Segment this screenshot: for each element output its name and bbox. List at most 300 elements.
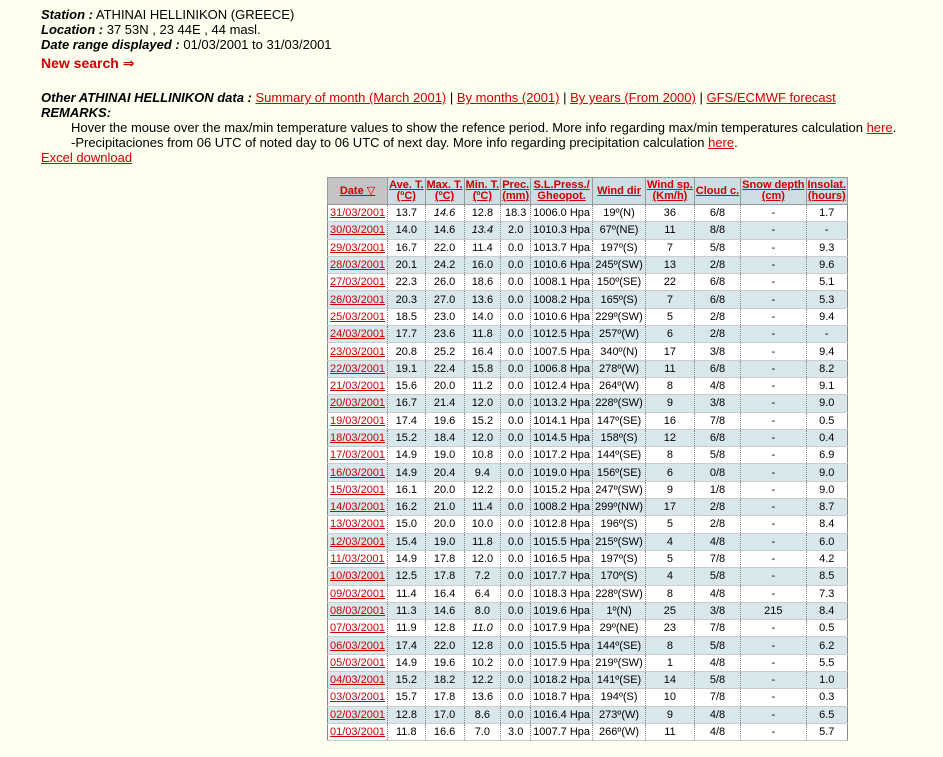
remarks-label: REMARKS:: [41, 105, 112, 120]
cell-cloud-cover: 2/8: [694, 326, 740, 343]
table-row: [328, 291, 848, 308]
cell-ave-temp: 15.6: [388, 377, 425, 394]
cell-snow-depth: -: [741, 689, 806, 706]
cell-snow-depth: -: [741, 395, 806, 412]
cell-wind-dir: 194º(S): [593, 689, 646, 706]
cell-min-temp[interactable]: 8.0: [464, 602, 501, 619]
summary-of-month-link[interactable]: Summary of month (March 2001): [255, 90, 447, 105]
cell-insolation: 5.3: [806, 291, 848, 308]
cell-precipitation: 0.0: [501, 689, 531, 706]
cell-ave-temp: 14.9: [388, 447, 425, 464]
date-link[interactable]: 27/03/2001: [330, 276, 386, 289]
cell-min-temp[interactable]: 10.0: [464, 516, 501, 533]
cell-min-temp[interactable]: 15.2: [464, 412, 501, 429]
cell-precipitation: 0.0: [501, 343, 531, 360]
cell-precipitation: 0.0: [501, 585, 531, 602]
cell-max-temp[interactable]: 17.8: [425, 689, 464, 706]
date-link[interactable]: 15/03/2001: [330, 483, 386, 496]
cell-precipitation: 0.0: [501, 239, 531, 256]
date-link[interactable]: 05/03/2001: [330, 656, 386, 669]
cell-wind-speed: 16: [646, 412, 695, 429]
cell-min-temp[interactable]: 10.2: [464, 654, 501, 671]
cell-cloud-cover: 6/8: [694, 291, 740, 308]
cell-pressure: 1019.0 Hpa: [531, 464, 593, 481]
cell-wind-speed: 36: [646, 205, 695, 222]
table-row: [328, 723, 848, 740]
cell-wind-speed: 11: [646, 360, 695, 377]
cell-wind-dir: 1º(N): [593, 602, 646, 619]
cell-wind-speed: 8: [646, 377, 695, 394]
cell-insolation: -: [806, 326, 848, 343]
cell-wind-dir: 158º(S): [593, 429, 646, 446]
cell-ave-temp: 18.5: [388, 308, 425, 325]
cell-max-temp[interactable]: 21.0: [425, 499, 464, 516]
cell-wind-speed: 8: [646, 447, 695, 464]
column-header-max-temp[interactable]: Max. T. (ºC): [425, 178, 464, 205]
cell-snow-depth: -: [741, 360, 806, 377]
cell-pressure: 1018.3 Hpa: [531, 585, 593, 602]
remark-line-1: Hover the mouse over the max/min temperature values to show the refence period. More info regarding max/min temperatures calculation here.: [71, 120, 897, 135]
cell-wind-dir: 144º(SE): [593, 637, 646, 654]
weather-table: [327, 177, 848, 741]
cell-snow-depth: -: [741, 412, 806, 429]
cell-date: [328, 222, 388, 239]
table-row: [328, 499, 848, 516]
date-link[interactable]: 29/03/2001: [330, 241, 386, 254]
cell-min-temp[interactable]: 12.0: [464, 395, 501, 412]
date-link[interactable]: 23/03/2001: [330, 345, 386, 358]
cell-cloud-cover: 6/8: [694, 205, 740, 222]
cell-wind-dir: 196º(S): [593, 516, 646, 533]
cell-min-temp[interactable]: 12.0: [464, 550, 501, 567]
cell-ave-temp: 14.9: [388, 464, 425, 481]
cell-wind-speed: 25: [646, 602, 695, 619]
cell-date: [328, 291, 388, 308]
cell-date: [328, 377, 388, 394]
cell-cloud-cover: 7/8: [694, 550, 740, 567]
cell-cloud-cover: 5/8: [694, 239, 740, 256]
cell-wind-speed: 4: [646, 568, 695, 585]
cell-precipitation: 0.0: [501, 637, 531, 654]
column-header-snow-depth[interactable]: Snow depth (cm): [741, 178, 806, 205]
cell-wind-speed: 7: [646, 239, 695, 256]
cell-max-temp[interactable]: 17.8: [425, 550, 464, 567]
column-header-date[interactable]: Date ▽: [328, 178, 388, 205]
cell-insolation: 9.1: [806, 377, 848, 394]
cell-cloud-cover: 4/8: [694, 377, 740, 394]
date-link[interactable]: 10/03/2001: [330, 570, 386, 583]
cell-pressure: 1014.5 Hpa: [531, 429, 593, 446]
cell-wind-speed: 10: [646, 689, 695, 706]
cell-precipitation: 0.0: [501, 377, 531, 394]
cell-insolation: 8.4: [806, 516, 848, 533]
cell-min-temp[interactable]: 12.8: [464, 205, 501, 222]
cell-wind-speed: 8: [646, 585, 695, 602]
table-row: [328, 256, 848, 273]
cell-min-temp[interactable]: 18.6: [464, 274, 501, 291]
cell-pressure: 1010.6 Hpa: [531, 256, 593, 273]
cell-cloud-cover: 0/8: [694, 464, 740, 481]
station-header: [41, 7, 332, 52]
cell-date: [328, 689, 388, 706]
cell-snow-depth: -: [741, 239, 806, 256]
cell-min-temp[interactable]: 14.0: [464, 308, 501, 325]
cell-date: [328, 602, 388, 619]
cell-min-temp[interactable]: 13.4: [464, 222, 501, 239]
cell-min-temp[interactable]: 12.2: [464, 481, 501, 498]
remark-2-text: -Precipitaciones from 06 UTC of noted day to 06 UTC of next day. More info regarding precipitation calculation: [71, 135, 705, 150]
cell-max-temp[interactable]: 18.2: [425, 672, 464, 689]
cell-max-temp[interactable]: 20.0: [425, 516, 464, 533]
date-link[interactable]: 30/03/2001: [330, 224, 386, 237]
cell-date: [328, 620, 388, 637]
date-range-line: [41, 37, 332, 52]
location-label: Location :: [41, 22, 104, 37]
cell-ave-temp: 11.4: [388, 585, 425, 602]
cell-max-temp[interactable]: 12.8: [425, 620, 464, 637]
cell-snow-depth: -: [741, 274, 806, 291]
cell-insolation: 1.7: [806, 205, 848, 222]
cell-min-temp[interactable]: 11.4: [464, 499, 501, 516]
separator: |: [699, 90, 703, 105]
other-data-section: [41, 90, 836, 120]
cell-max-temp[interactable]: 19.0: [425, 533, 464, 550]
cell-cloud-cover: 4/8: [694, 533, 740, 550]
cell-snow-depth: -: [741, 585, 806, 602]
cell-cloud-cover: 5/8: [694, 568, 740, 585]
cell-max-temp[interactable]: 14.6: [425, 205, 464, 222]
cell-date: [328, 672, 388, 689]
cell-min-temp[interactable]: 13.6: [464, 291, 501, 308]
cell-cloud-cover: 3/8: [694, 395, 740, 412]
cell-max-temp[interactable]: 22.0: [425, 239, 464, 256]
cell-insolation: 1.0: [806, 672, 848, 689]
date-link[interactable]: 11/03/2001: [330, 553, 385, 566]
cell-cloud-cover: 6/8: [694, 360, 740, 377]
column-header-min-temp[interactable]: Min. T. (ºC): [464, 178, 501, 205]
date-link[interactable]: 18/03/2001: [330, 432, 386, 444]
cell-wind-dir: 197º(S): [593, 239, 646, 256]
cell-max-temp[interactable]: 14.6: [425, 222, 464, 239]
table-row: [328, 533, 848, 550]
column-header-ave-temp[interactable]: Ave. T. (ºC): [388, 178, 425, 205]
date-link[interactable]: 07/03/2001: [330, 622, 386, 635]
cell-ave-temp: 22.3: [388, 274, 425, 291]
cell-insolation: 9.0: [806, 464, 848, 481]
cell-snow-depth: -: [741, 620, 806, 637]
cell-max-temp[interactable]: 17.0: [425, 706, 464, 723]
precip-info-link[interactable]: here: [708, 135, 735, 150]
cell-min-temp[interactable]: 11.8: [464, 533, 501, 550]
cell-snow-depth: -: [741, 343, 806, 360]
cell-pressure: 1012.5 Hpa: [531, 326, 593, 343]
cell-cloud-cover: 1/8: [694, 481, 740, 498]
cell-pressure: 1015.2 Hpa: [531, 481, 593, 498]
date-link[interactable]: 01/03/2001: [330, 726, 386, 739]
cell-date: [328, 205, 388, 222]
cell-wind-dir: 141º(SE): [593, 672, 646, 689]
other-data-label: Other ATHINAI HELLINIKON data :: [41, 90, 252, 105]
cell-min-temp[interactable]: 15.8: [464, 360, 501, 377]
cell-precipitation: 0.0: [501, 481, 531, 498]
cell-cloud-cover: 4/8: [694, 654, 740, 671]
cell-snow-depth: -: [741, 464, 806, 481]
cell-date: [328, 239, 388, 256]
cell-min-temp[interactable]: 12.0: [464, 429, 501, 446]
cell-date: [328, 516, 388, 533]
date-range-value: 01/03/2001 to 31/03/2001: [183, 37, 332, 52]
date-link[interactable]: 26/03/2001: [330, 293, 386, 306]
date-link[interactable]: 24/03/2001: [330, 328, 386, 341]
excel-download-link[interactable]: Excel download: [41, 150, 133, 165]
cell-max-temp[interactable]: 20.0: [425, 377, 464, 394]
table-row: [328, 706, 848, 723]
cell-date: [328, 723, 388, 740]
cell-min-temp[interactable]: 6.4: [464, 585, 501, 602]
date-link[interactable]: 04/03/2001: [330, 674, 386, 687]
cell-min-temp[interactable]: 11.0: [464, 620, 501, 637]
station-line: [41, 7, 332, 22]
cell-insolation: 0.5: [806, 412, 848, 429]
cell-ave-temp: 16.7: [388, 239, 425, 256]
column-header-cloud-cover[interactable]: Cloud c.: [694, 178, 740, 205]
cell-max-temp[interactable]: 24.2: [425, 256, 464, 273]
cell-wind-dir: 278º(W): [593, 360, 646, 377]
cell-wind-speed: 9: [646, 395, 695, 412]
column-header-wind-speed[interactable]: Wind sp. (Km/h): [646, 178, 695, 205]
column-header-wind-dir[interactable]: Wind dir: [593, 178, 646, 205]
cell-ave-temp: 13.7: [388, 205, 425, 222]
cell-date: [328, 499, 388, 516]
cell-min-temp[interactable]: 16.0: [464, 256, 501, 273]
date-link[interactable]: 02/03/2001: [330, 708, 386, 721]
table-row: [328, 360, 848, 377]
cell-date: [328, 533, 388, 550]
table-row: [328, 308, 848, 325]
cell-snow-depth: -: [741, 308, 806, 325]
cell-min-temp[interactable]: 12.2: [464, 672, 501, 689]
table-row: [328, 274, 848, 291]
cell-max-temp[interactable]: 25.2: [425, 343, 464, 360]
cell-precipitation: 0.0: [501, 291, 531, 308]
cell-wind-dir: 144º(SE): [593, 447, 646, 464]
date-link[interactable]: 20/03/2001: [330, 397, 386, 410]
cell-max-temp[interactable]: 22.4: [425, 360, 464, 377]
cell-insolation: 4.2: [806, 550, 848, 567]
cell-max-temp[interactable]: 20.4: [425, 464, 464, 481]
date-link[interactable]: 16/03/2001: [330, 466, 386, 479]
cell-date: [328, 654, 388, 671]
cell-wind-dir: 215º(SW): [593, 533, 646, 550]
cell-min-temp[interactable]: 13.6: [464, 689, 501, 706]
cell-max-temp[interactable]: 22.0: [425, 637, 464, 654]
cell-wind-dir: 197º(S): [593, 550, 646, 567]
cell-cloud-cover: 5/8: [694, 672, 740, 689]
cell-insolation: 6.0: [806, 533, 848, 550]
cell-pressure: 1007.5 Hpa: [531, 343, 593, 360]
other-data-line: [41, 90, 836, 105]
cell-min-temp[interactable]: 11.8: [464, 326, 501, 343]
cell-wind-speed: 9: [646, 706, 695, 723]
cell-wind-dir: 273º(W): [593, 706, 646, 723]
cell-cloud-cover: 2/8: [694, 516, 740, 533]
date-link[interactable]: 06/03/2001: [330, 639, 386, 652]
table-row: [328, 412, 848, 429]
cell-precipitation: 3.0: [501, 723, 531, 740]
cell-wind-speed: 13: [646, 256, 695, 273]
cell-min-temp[interactable]: 7.2: [464, 568, 501, 585]
date-link[interactable]: 22/03/2001: [330, 362, 386, 375]
cell-cloud-cover: 5/8: [694, 447, 740, 464]
cell-ave-temp: 20.1: [388, 256, 425, 273]
cell-pressure: 1015.5 Hpa: [531, 533, 593, 550]
cell-precipitation: 0.0: [501, 568, 531, 585]
cell-cloud-cover: 7/8: [694, 689, 740, 706]
date-link[interactable]: 25/03/2001: [330, 310, 386, 323]
cell-pressure: 1015.5 Hpa: [531, 637, 593, 654]
cell-max-temp[interactable]: 19.6: [425, 412, 464, 429]
cell-precipitation: 0.0: [501, 533, 531, 550]
cell-pressure: 1018.7 Hpa: [531, 689, 593, 706]
cell-pressure: 1012.8 Hpa: [531, 516, 593, 533]
cell-wind-speed: 4: [646, 533, 695, 550]
cell-date: [328, 360, 388, 377]
table-row: [328, 464, 848, 481]
table-row: [328, 447, 848, 464]
cell-max-temp[interactable]: 21.4: [425, 395, 464, 412]
cell-date: [328, 447, 388, 464]
cell-precipitation: 0.0: [501, 308, 531, 325]
table-row: [328, 585, 848, 602]
cell-max-temp[interactable]: 19.0: [425, 447, 464, 464]
table-row: [328, 429, 848, 446]
date-link[interactable]: 12/03/2001: [330, 535, 386, 548]
cell-max-temp[interactable]: 23.6: [425, 326, 464, 343]
station-value: ATHINAI HELLINIKON (GREECE): [95, 7, 295, 22]
cell-max-temp[interactable]: 14.6: [425, 602, 464, 619]
cell-max-temp[interactable]: 19.6: [425, 654, 464, 671]
cell-insolation: 6.9: [806, 447, 848, 464]
cell-min-temp[interactable]: 7.0: [464, 723, 501, 740]
cell-min-temp[interactable]: 11.4: [464, 239, 501, 256]
cell-cloud-cover: 7/8: [694, 620, 740, 637]
cell-pressure: 1017.2 Hpa: [531, 447, 593, 464]
cell-snow-depth: -: [741, 706, 806, 723]
cell-snow-depth: -: [741, 533, 806, 550]
cell-max-temp[interactable]: 16.6: [425, 723, 464, 740]
cell-pressure: 1016.5 Hpa: [531, 550, 593, 567]
date-link[interactable]: 17/03/2001: [330, 449, 386, 462]
cell-insolation: 8.5: [806, 568, 848, 585]
cell-date: [328, 585, 388, 602]
cell-pressure: 1013.7 Hpa: [531, 239, 593, 256]
separator: |: [449, 90, 454, 105]
column-header-pressure[interactable]: S.L.Press./ Gheopot.: [531, 178, 593, 205]
cell-snow-depth: -: [741, 429, 806, 446]
date-link[interactable]: 31/03/2001: [330, 207, 386, 220]
maxmin-info-link[interactable]: here: [866, 120, 893, 135]
cell-ave-temp: 12.5: [388, 568, 425, 585]
by-months-link[interactable]: By months (2001): [456, 90, 560, 105]
date-link[interactable]: 03/03/2001: [330, 691, 386, 704]
cell-min-temp[interactable]: 10.8: [464, 447, 501, 464]
cell-pressure: 1017.9 Hpa: [531, 620, 593, 637]
cell-date: [328, 637, 388, 654]
date-link[interactable]: 14/03/2001: [330, 501, 386, 514]
date-link[interactable]: 13/03/2001: [330, 518, 386, 531]
table-row: [328, 568, 848, 585]
cell-ave-temp: 16.1: [388, 481, 425, 498]
cell-insolation: 5.5: [806, 654, 848, 671]
cell-ave-temp: 14.0: [388, 222, 425, 239]
cell-precipitation: 0.0: [501, 602, 531, 619]
cell-min-temp[interactable]: 12.8: [464, 637, 501, 654]
cell-min-temp[interactable]: 16.4: [464, 343, 501, 360]
cell-pressure: 1008.2 Hpa: [531, 291, 593, 308]
date-link[interactable]: 19/03/2001: [330, 414, 386, 427]
column-header-insolation[interactable]: Insolat. (hours): [806, 178, 848, 205]
cell-insolation: -: [806, 222, 848, 239]
cell-pressure: 1017.9 Hpa: [531, 654, 593, 671]
cell-max-temp[interactable]: 27.0: [425, 291, 464, 308]
date-link[interactable]: 09/03/2001: [330, 587, 386, 600]
cell-snow-depth: -: [741, 637, 806, 654]
cell-max-temp[interactable]: 18.4: [425, 429, 464, 446]
table-row: [328, 672, 848, 689]
table-row: [328, 239, 848, 256]
cell-max-temp[interactable]: 20.0: [425, 481, 464, 498]
cell-pressure: 1010.3 Hpa: [531, 222, 593, 239]
date-link[interactable]: 28/03/2001: [330, 259, 386, 272]
cell-date: [328, 395, 388, 412]
cell-cloud-cover: 7/8: [694, 412, 740, 429]
location-line: [41, 22, 332, 37]
cell-ave-temp: 20.8: [388, 343, 425, 360]
cell-date: [328, 429, 388, 446]
table-row: [328, 516, 848, 533]
cell-max-temp[interactable]: 26.0: [425, 274, 464, 291]
cell-min-temp[interactable]: 9.4: [464, 464, 501, 481]
cell-min-temp[interactable]: 8.6: [464, 706, 501, 723]
date-link[interactable]: 08/03/2001: [330, 604, 386, 617]
column-header-precipitation[interactable]: Prec. (mm): [501, 178, 531, 205]
cell-wind-dir: 229º(SW): [593, 308, 646, 325]
cell-ave-temp: 16.7: [388, 395, 425, 412]
new-search-link[interactable]: New search ⇒: [41, 55, 135, 71]
cell-wind-dir: 228º(SW): [593, 585, 646, 602]
cell-cloud-cover: 4/8: [694, 585, 740, 602]
cell-cloud-cover: 8/8: [694, 222, 740, 239]
cell-wind-speed: 9: [646, 481, 695, 498]
cell-max-temp[interactable]: 23.0: [425, 308, 464, 325]
date-link[interactable]: 21/03/2001: [330, 380, 386, 393]
cell-insolation: 0.5: [806, 620, 848, 637]
cell-date: [328, 343, 388, 360]
cell-wind-speed: 11: [646, 723, 695, 740]
table-row: [328, 343, 848, 360]
remark-1-text: Hover the mouse over the max/min temperature values to show the refence period. More info regarding max/min temperatures calculation: [71, 120, 863, 135]
cell-min-temp[interactable]: 11.2: [464, 377, 501, 394]
cell-cloud-cover: 4/8: [694, 723, 740, 740]
table-header-row: [328, 178, 848, 205]
cell-max-temp[interactable]: 16.4: [425, 585, 464, 602]
cell-max-temp[interactable]: 17.8: [425, 568, 464, 585]
cell-wind-speed: 17: [646, 499, 695, 516]
forecast-link[interactable]: GFS/ECMWF forecast: [706, 90, 836, 105]
location-value: 37 53N , 23 44E , 44 masl.: [106, 22, 261, 37]
cell-wind-speed: 8: [646, 637, 695, 654]
by-years-link[interactable]: By years (From 2000): [570, 90, 696, 105]
